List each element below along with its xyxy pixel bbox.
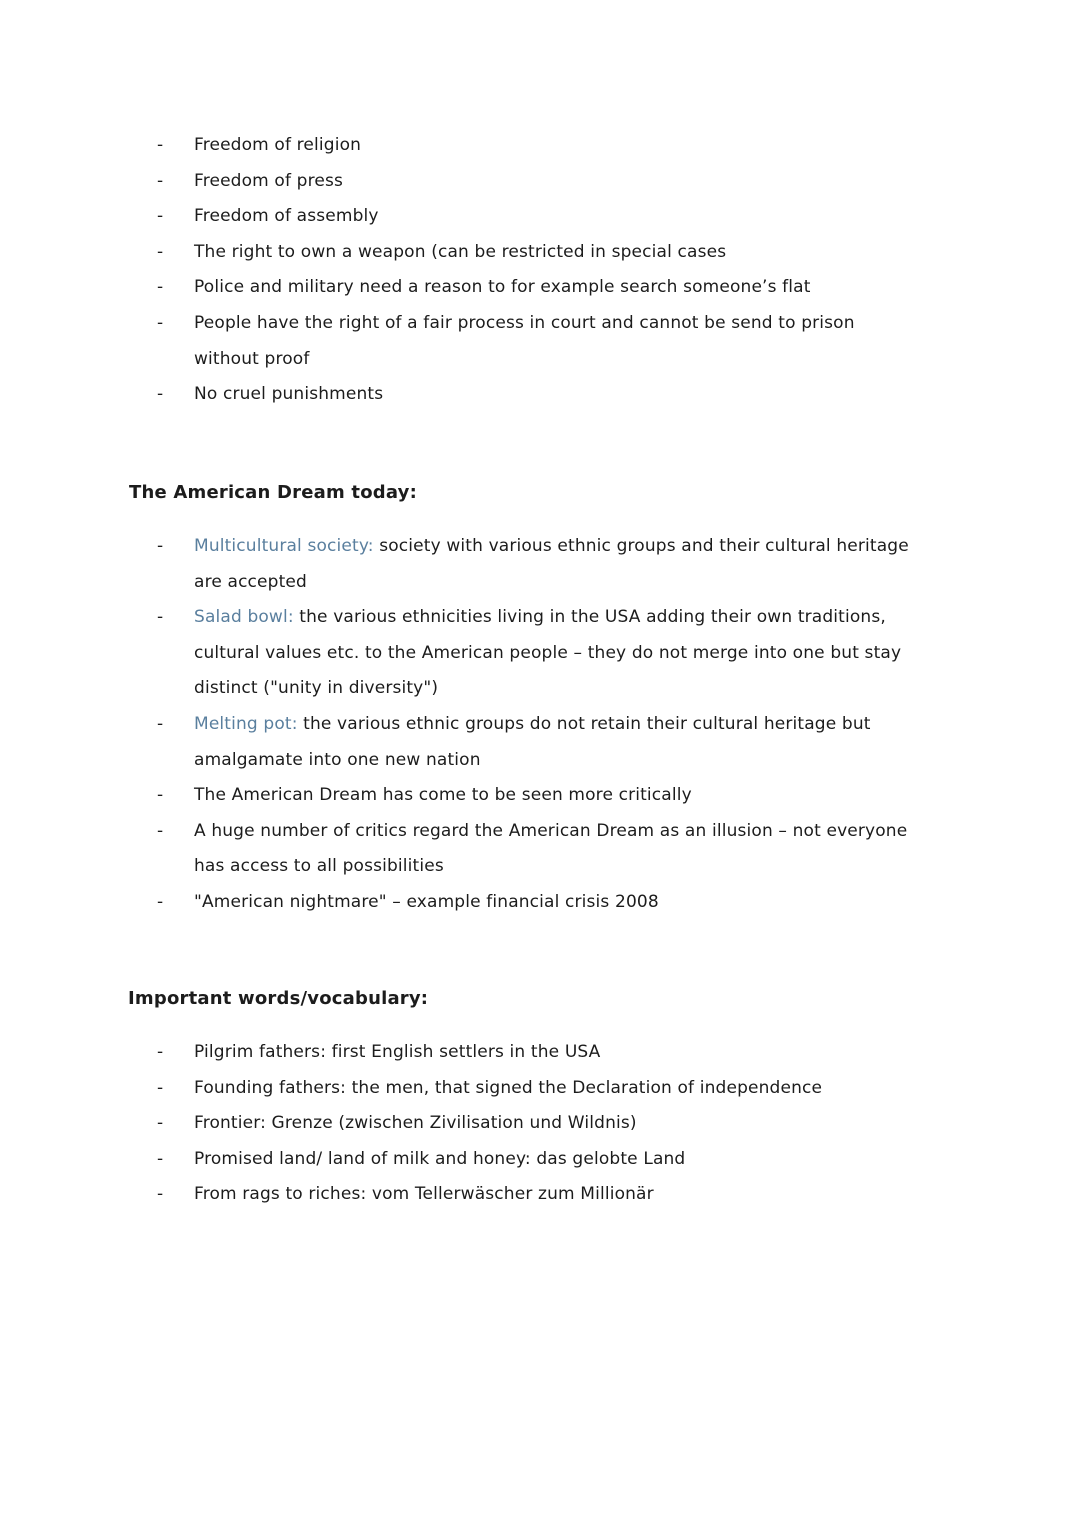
bullet-dash: - <box>157 536 164 556</box>
list-item <box>128 377 855 413</box>
bullet-dash: - <box>157 785 164 806</box>
list-item <box>128 270 855 306</box>
list-item <box>128 199 855 235</box>
term-label: Multicultural society: <box>194 536 374 556</box>
bullet-dash: - <box>157 713 164 734</box>
list-item <box>128 1177 822 1213</box>
bullet-dash: - <box>157 1148 164 1169</box>
item-text: From rags to riches: vom Tellerwäscher zum Millionär <box>194 1184 654 1205</box>
term-definition: the various ethnicities living in the USA adding their own traditions, <box>293 607 886 628</box>
item-text: The right to own a weapon (can be restricted in special cases <box>194 241 727 262</box>
item-text: Freedom of assembly <box>194 206 379 227</box>
section-heading-american-dream-today: The American Dream today: <box>129 482 417 503</box>
item-text: Pilgrim fathers: first English settlers in the USA <box>194 1042 601 1062</box>
list-item <box>128 1071 822 1107</box>
item-text: Frontier: Grenze (zwischen Zivilisation und Wildnis) <box>194 1113 637 1134</box>
bullet-dash: - <box>157 206 164 227</box>
list-item <box>128 778 909 814</box>
bullet-dash: - <box>157 1042 164 1062</box>
bullet-dash: - <box>157 1113 164 1134</box>
bullet-dash: - <box>157 820 164 841</box>
american-dream-list <box>128 529 909 921</box>
list-item <box>128 707 909 778</box>
item-text: "American nightmare" – example financial crisis 2008 <box>194 891 659 912</box>
bullet-dash: - <box>157 241 164 262</box>
item-text-continued: amalgamate into one new nation <box>194 749 481 770</box>
term-definition: the various ethnic groups do not retain their cultural heritage but <box>297 713 871 734</box>
list-item <box>128 600 909 707</box>
item-text-continued: without proof <box>194 348 310 369</box>
list-item <box>128 1035 822 1071</box>
bullet-dash: - <box>157 277 164 298</box>
bullet-dash: - <box>157 170 164 191</box>
list-item <box>128 529 909 600</box>
item-text: A huge number of critics regard the American Dream as an illusion – not everyone <box>194 820 908 841</box>
item-text-continued: has access to all possibilities <box>194 856 444 877</box>
list-item <box>128 306 855 377</box>
item-text-continued: are accepted <box>194 571 307 592</box>
bullet-dash: - <box>157 1077 164 1098</box>
rights-list <box>128 128 855 413</box>
term-label: Melting pot: <box>194 713 298 734</box>
item-text: Freedom of religion <box>194 135 362 155</box>
list-item <box>128 235 855 271</box>
item-text: No cruel punishments <box>194 384 384 405</box>
list-item <box>128 814 909 885</box>
item-text: Promised land/ land of milk and honey: das gelobte Land <box>194 1148 686 1169</box>
item-text: The American Dream has come to be seen more critically <box>194 785 692 806</box>
item-text-continued: cultural values etc. to the American people – they do not merge into one but stay <box>194 642 902 663</box>
item-text-continued: distinct ("unity in diversity") <box>194 678 439 699</box>
bullet-dash: - <box>157 135 164 155</box>
vocabulary-list <box>128 1035 822 1213</box>
item-text: Police and military need a reason to for example search someone’s flat <box>194 277 811 298</box>
list-item <box>128 1106 822 1142</box>
bullet-dash: - <box>157 1184 164 1205</box>
bullet-dash: - <box>157 891 164 912</box>
list-item <box>128 1142 822 1178</box>
list-item <box>128 164 855 200</box>
item-text: People have the right of a fair process in court and cannot be send to prison <box>194 312 855 333</box>
bullet-dash: - <box>157 384 164 405</box>
bullet-dash: - <box>157 312 164 333</box>
term-label: Salad bowl: <box>194 607 294 628</box>
term-definition: society with various ethnic groups and their cultural heritage <box>373 536 909 556</box>
list-item <box>128 128 855 164</box>
list-item <box>128 885 909 921</box>
bullet-dash: - <box>157 607 164 628</box>
item-text: Freedom of press <box>194 170 343 191</box>
item-text: Founding fathers: the men, that signed the Declaration of independence <box>194 1077 823 1098</box>
section-heading-vocabulary: Important words/vocabulary: <box>128 988 429 1009</box>
